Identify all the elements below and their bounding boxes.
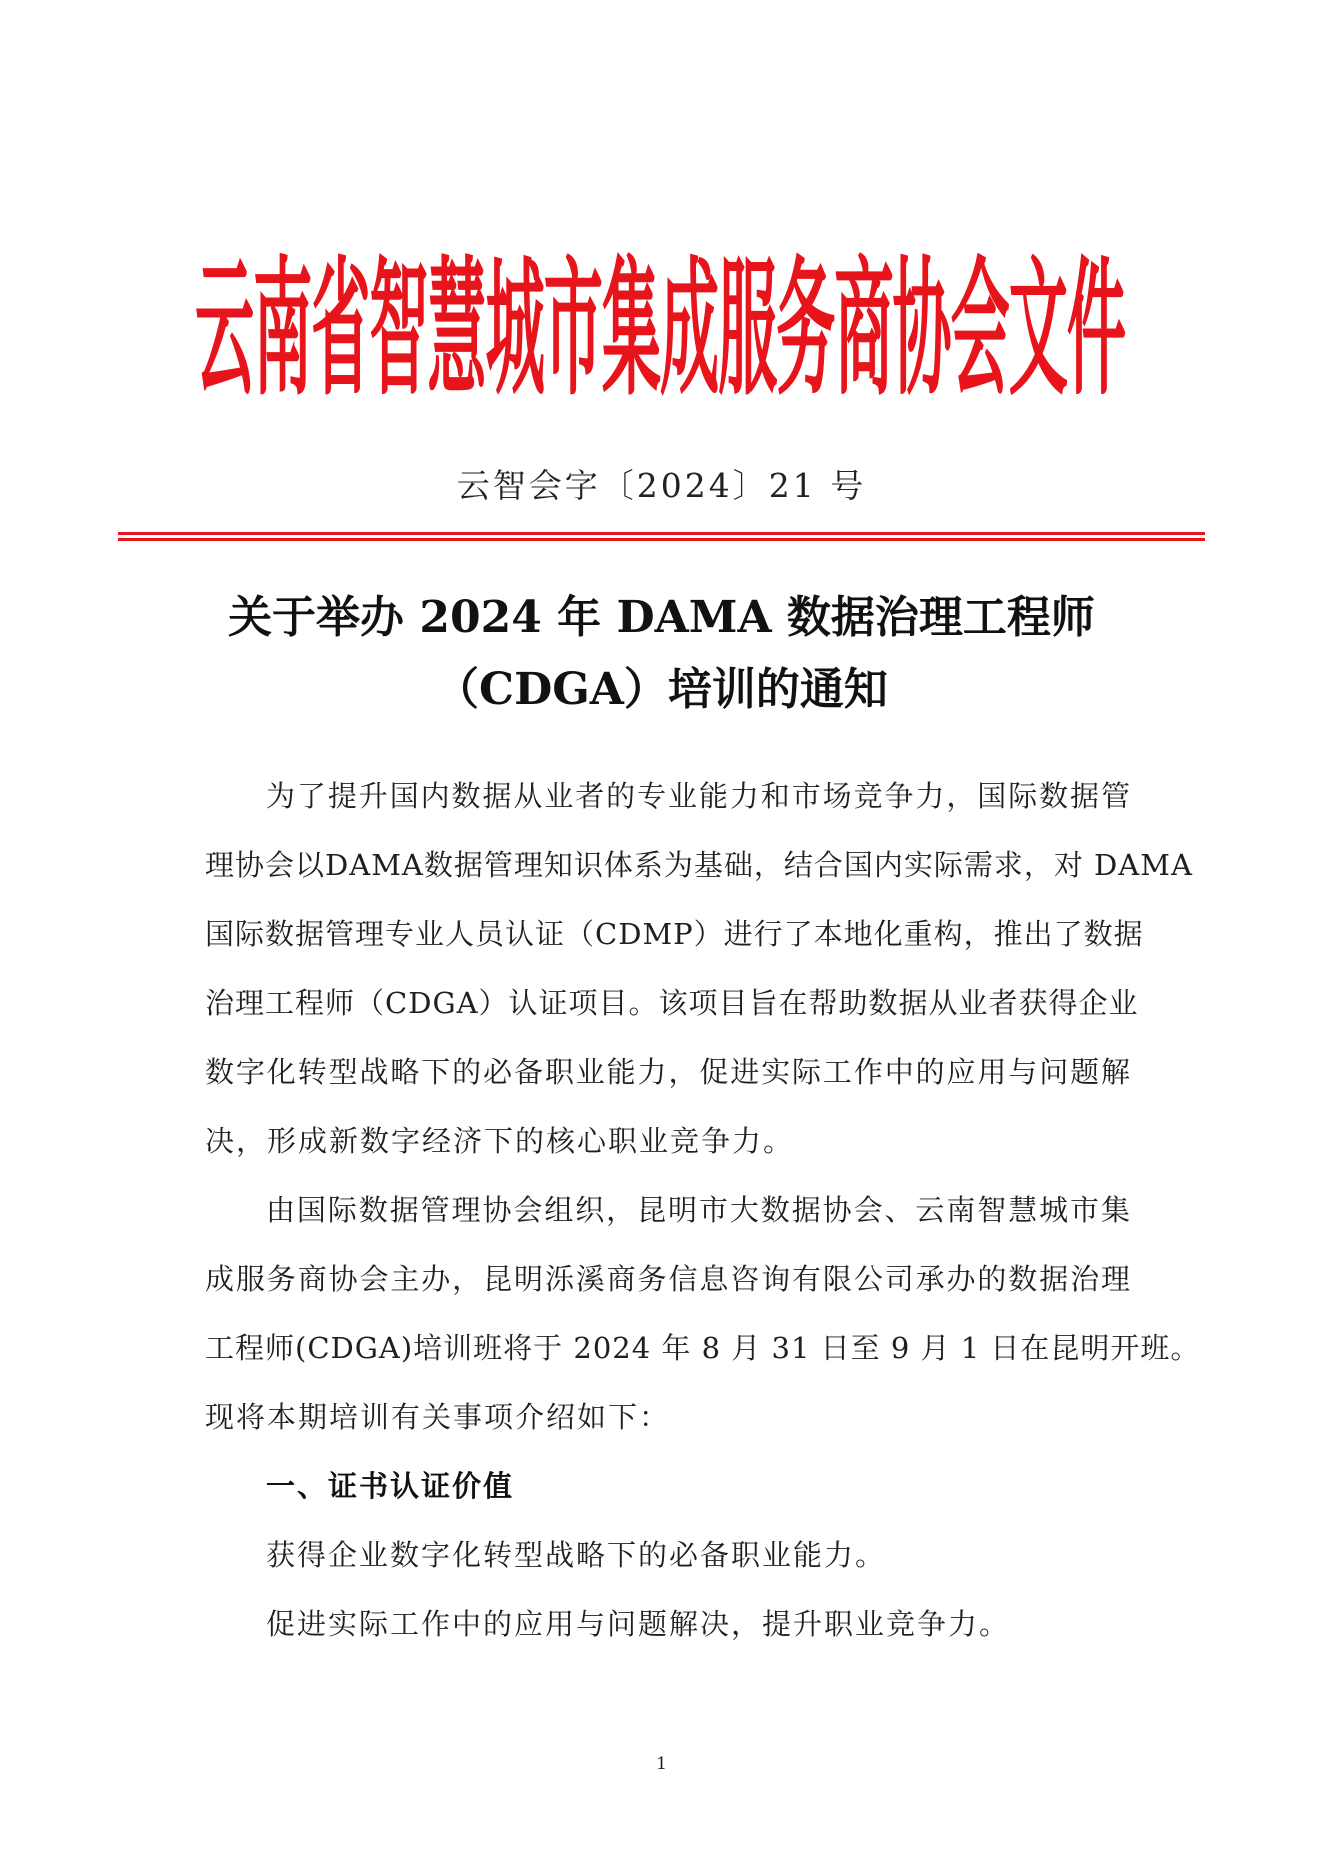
document-number: 云智会字〔2024〕21 号 [456,466,867,505]
paragraph-1-line-2: 理协会以DAMA数据管理知识体系为基础，结合国内实际需求，对 DAMA [205,848,1193,882]
paragraph-2-line-2: 成服务商协会主办，昆明泺溪商务信息咨询有限公司承办的数据治理 [205,1262,1131,1296]
letterhead-title: 云南省智慧城市集成服务商协会文件 [195,243,1125,417]
paragraph-2-line-4: 现将本期培训有关事项介绍如下： [205,1400,671,1434]
divider-line-top [118,532,1205,535]
paragraph-1-line-6: 决，形成新数字经济下的核心职业竞争力。 [205,1124,795,1158]
section-1-heading: 一、证书认证价值 [266,1469,515,1503]
paragraph-1-line-3: 国际数据管理专业人员认证（CDMP）进行了本地化重构，推出了数据 [205,917,1144,951]
paragraph-2-line-1: 由国际数据管理协会组织，昆明市大数据协会、云南智慧城市集 [266,1193,1131,1227]
paragraph-1-line-4: 治理工程师（CDGA）认证项目。该项目旨在帮助数据从业者获得企业 [205,986,1139,1020]
notice-title-line-1: 关于举办 2024 年 DAMA 数据治理工程师 [228,592,1095,643]
section-1-item-2: 促进实际工作中的应用与问题解决，提升职业竞争力。 [266,1607,1011,1641]
section-1-item-1: 获得企业数字化转型战略下的必备职业能力。 [266,1538,887,1572]
paragraph-2-line-3: 工程师(CDGA)培训班将于 2024 年 8 月 31 日至 9 月 1 日在昆明开班。 [205,1331,1201,1365]
notice-title-line-2: （CDGA）培训的通知 [435,664,888,715]
divider-line-bottom [118,538,1205,541]
paragraph-1-line-5: 数字化转型战略下的必备职业能力，促进实际工作中的应用与问题解 [205,1055,1131,1089]
letterhead-divider [118,532,1205,541]
page-number: 1 [656,1754,667,1774]
paragraph-1-line-1: 为了提升国内数据从业者的专业能力和市场竞争力，国际数据管 [266,779,1131,813]
